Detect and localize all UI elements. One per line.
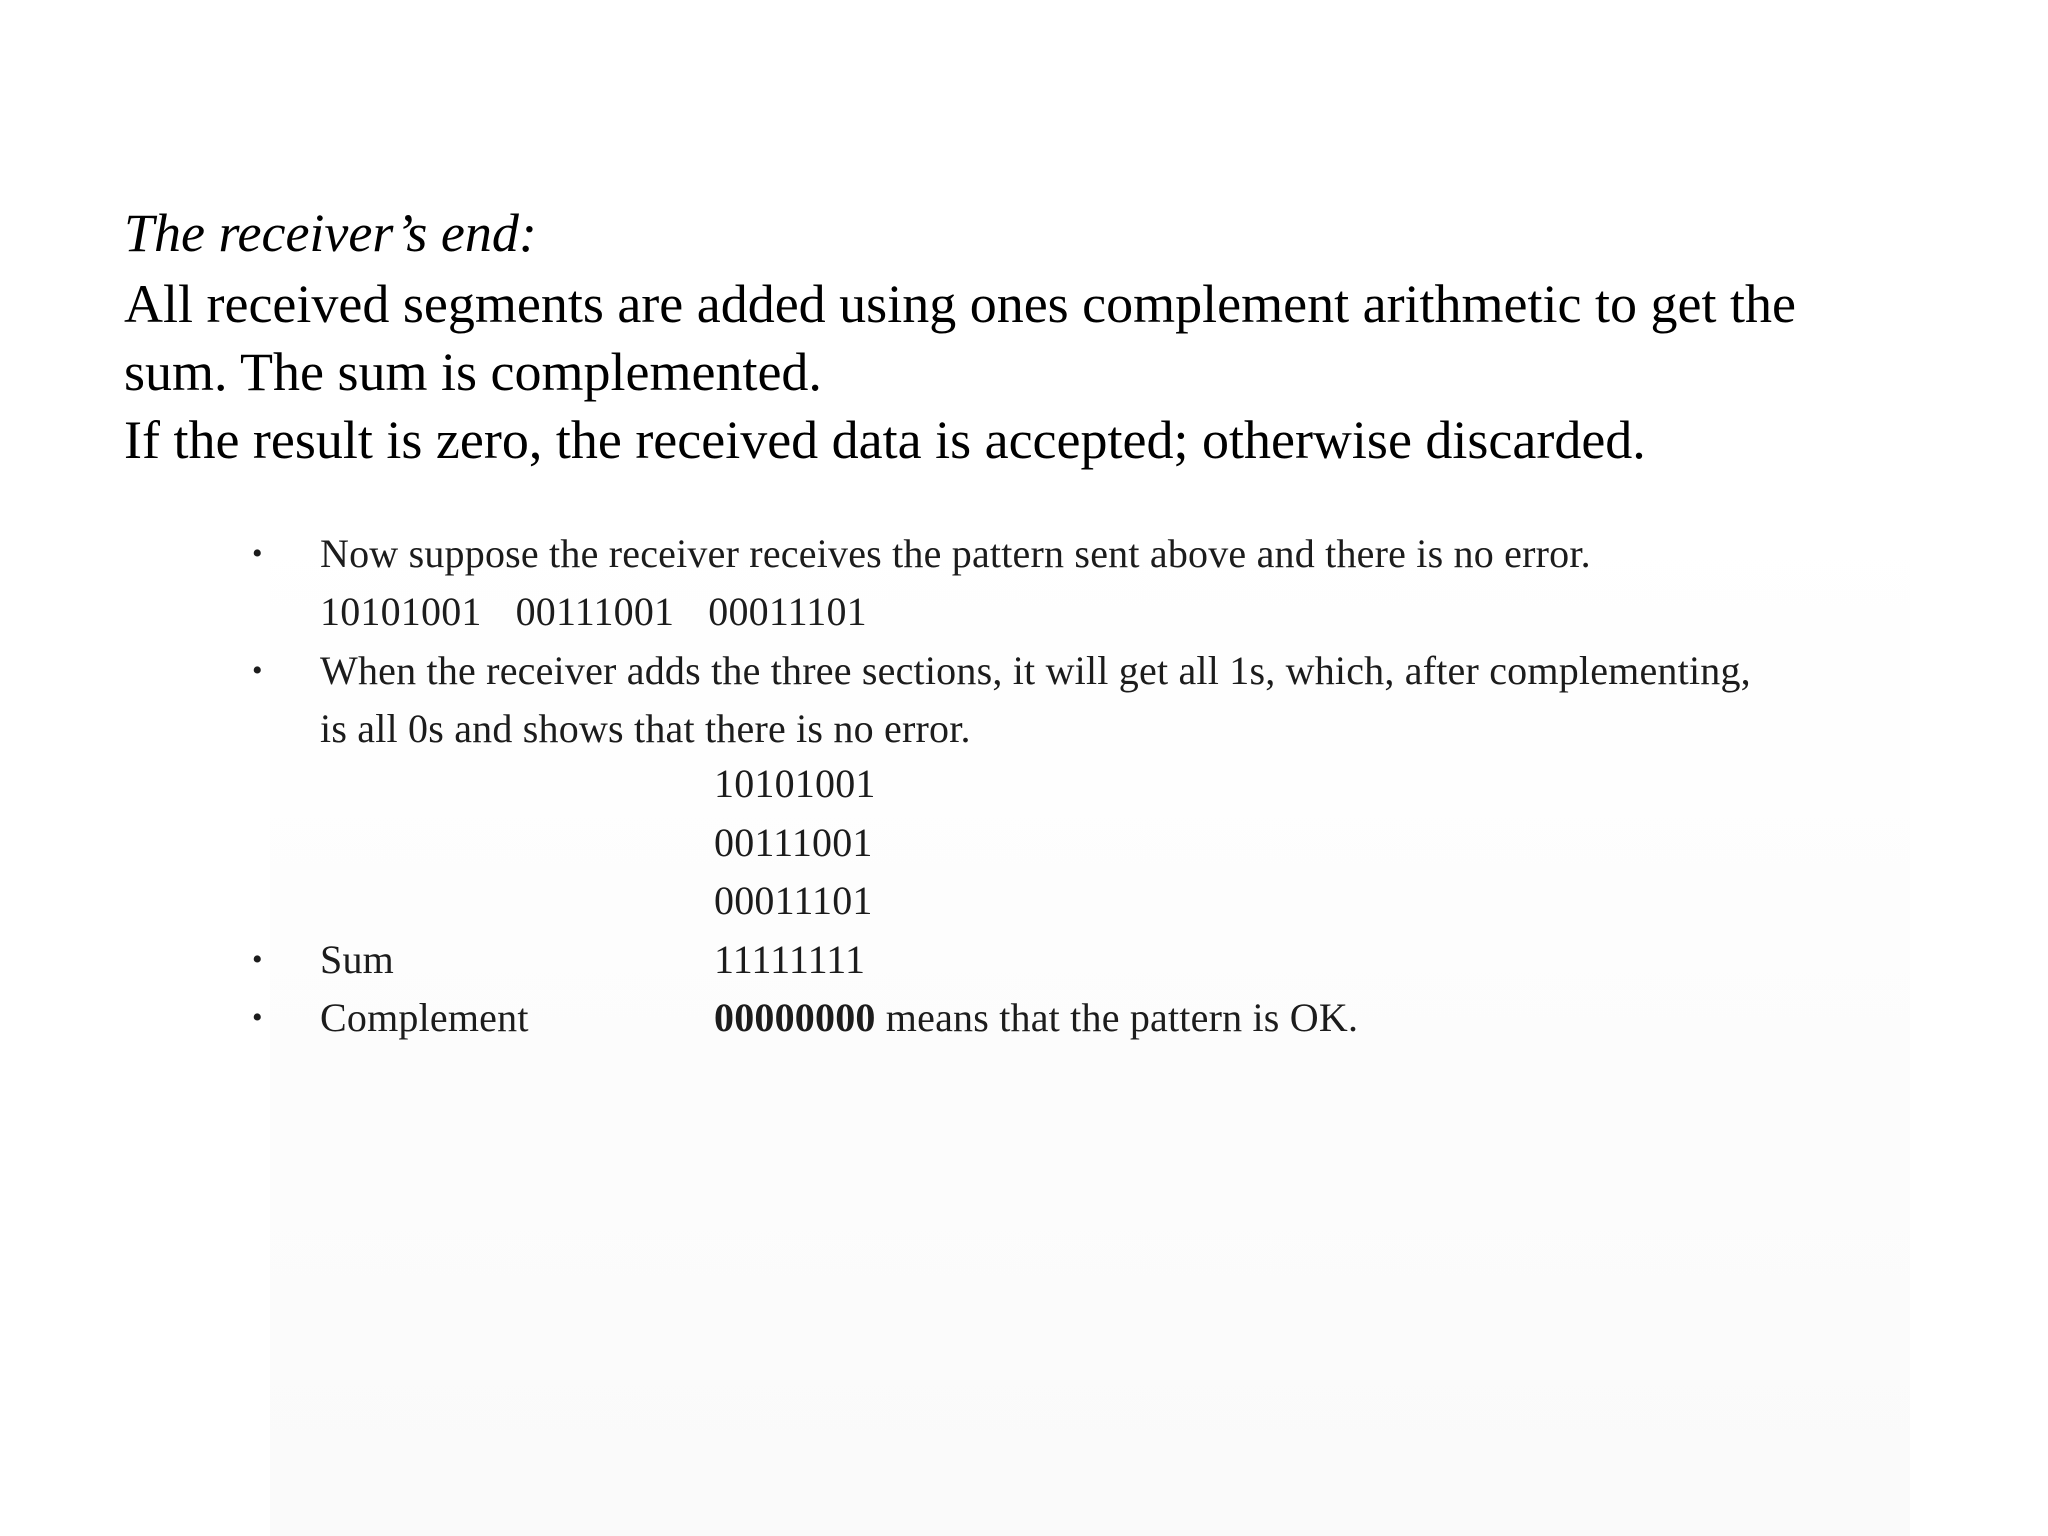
complement-line bbox=[714, 994, 1358, 1042]
pattern-segment-1: 10101001 bbox=[320, 589, 482, 634]
bullet-marker: • bbox=[252, 654, 263, 687]
complement-note: means that the pattern is OK. bbox=[875, 995, 1359, 1040]
bullet-marker: • bbox=[252, 537, 263, 570]
bullet-marker: • bbox=[252, 943, 263, 976]
paragraph-line-1: All received segments are added using ones complement arithmetic to get the bbox=[124, 274, 1796, 334]
addend-2: 00111001 bbox=[714, 820, 873, 865]
pattern-segment-2: 00111001 bbox=[515, 589, 675, 634]
paragraph-line-3: If the result is zero, the received data is accepted; otherwise discarded. bbox=[124, 410, 1646, 470]
pattern-segment-3: 00011101 bbox=[708, 589, 867, 634]
addend-3: 00011101 bbox=[714, 878, 873, 923]
complement-value: 00000000 bbox=[714, 995, 876, 1040]
bullet-text-adds-sections-line-1: When the receiver adds the three sections, it will get all 1s, which, after complementing, bbox=[320, 648, 1751, 693]
bullet-marker: • bbox=[252, 1001, 263, 1034]
complement-label: Complement bbox=[320, 995, 529, 1040]
addend-1: 10101001 bbox=[714, 761, 876, 806]
bullet-text-receive-pattern: Now suppose the receiver receives the pattern sent above and there is no error. bbox=[320, 531, 1591, 576]
sum-value: 11111111 bbox=[714, 937, 866, 982]
section-heading: The receiver’s end: bbox=[124, 203, 537, 263]
paragraph-line-2: sum. The sum is complemented. bbox=[124, 342, 822, 402]
bullet-text-adds-sections-line-2: is all 0s and shows that there is no error. bbox=[320, 706, 971, 751]
sum-label: Sum bbox=[320, 937, 394, 982]
received-pattern bbox=[320, 588, 867, 636]
